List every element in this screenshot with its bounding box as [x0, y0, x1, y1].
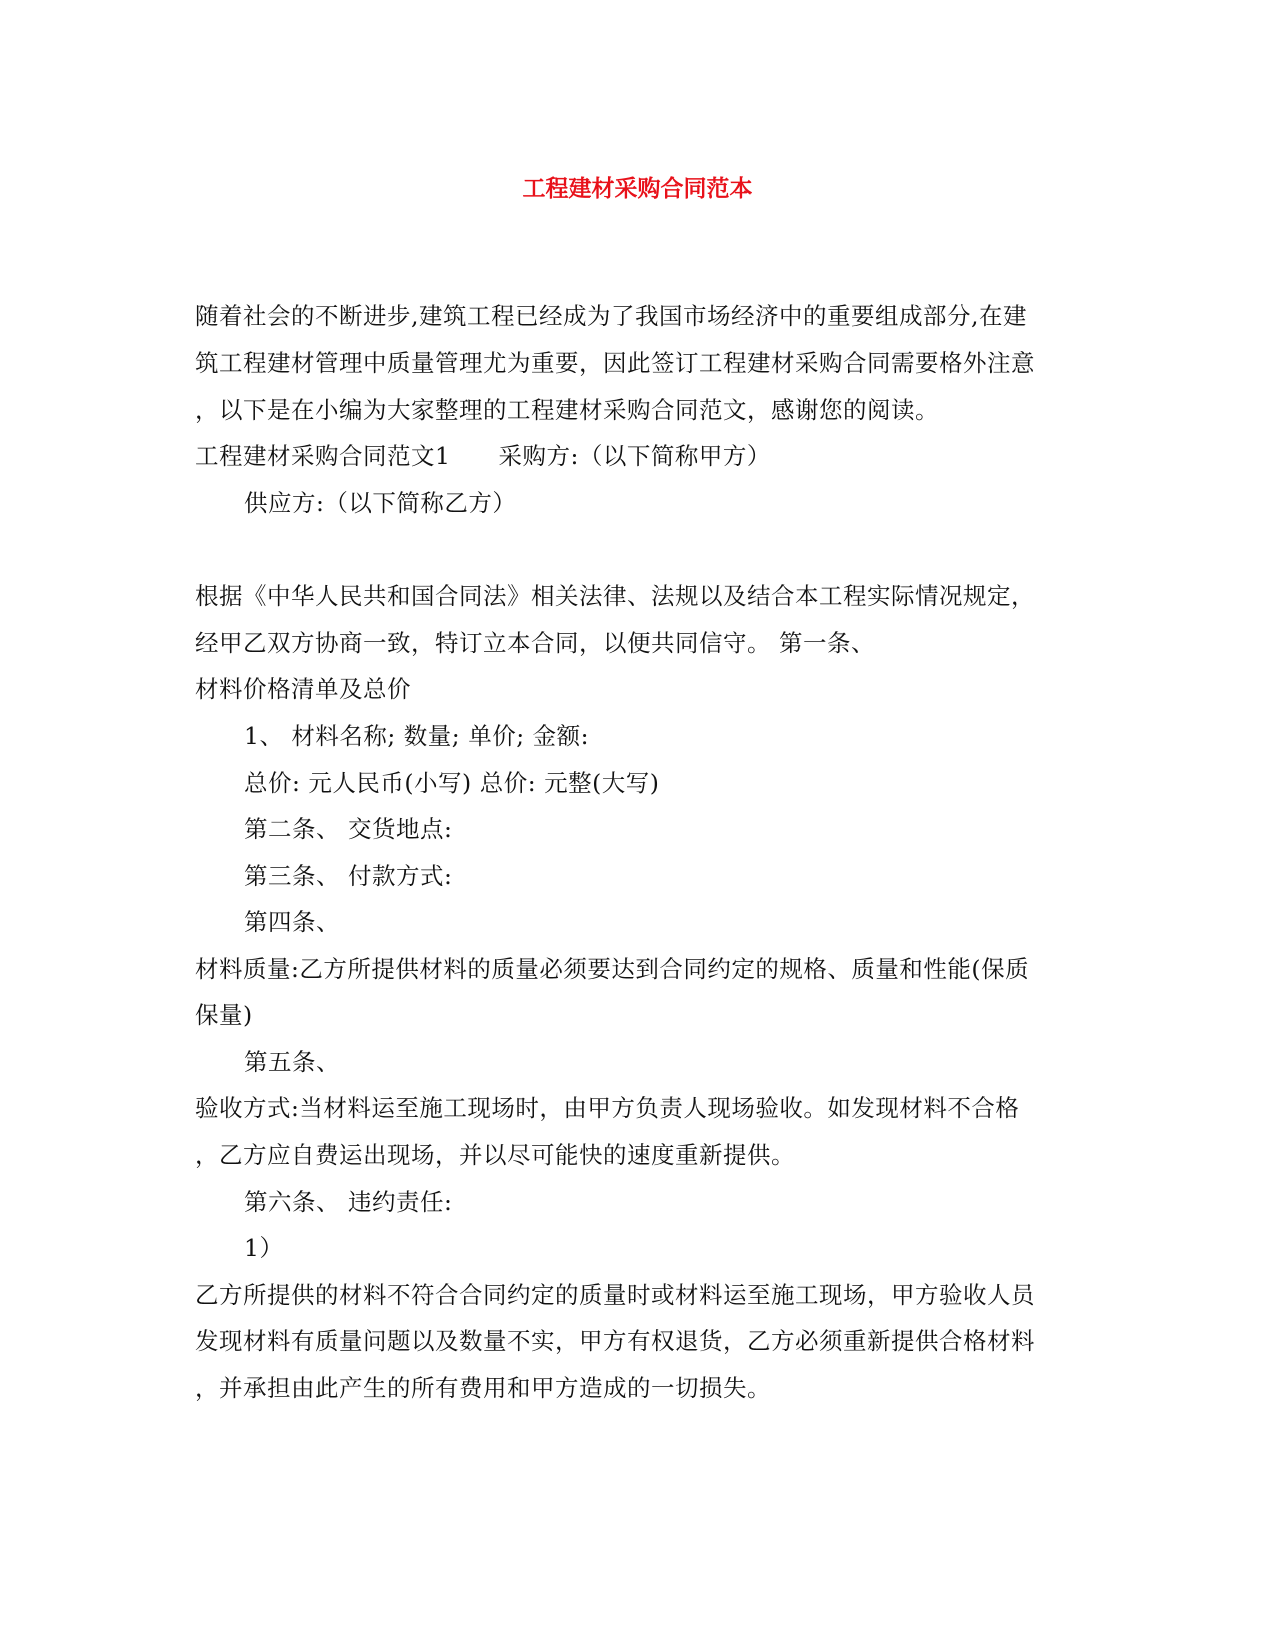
- article1-item1: 1、 材料名称; 数量; 单价; 金额:: [244, 722, 590, 750]
- intro-line-2: 筑工程建材管理中质量管理尤为重要，因此签订工程建材采购合同需要格外注意: [195, 349, 1035, 377]
- article1-title: 材料价格清单及总价: [195, 675, 411, 703]
- supplier-label: 供应方:（以下简称乙方）: [244, 489, 517, 517]
- article1-total: 总价: 元人民币(小写) 总价: 元整(大写): [244, 769, 660, 797]
- buyer-label: 采购方:（以下简称甲方）: [498, 442, 771, 470]
- article6-line-3: ，并承担由此产生的所有费用和甲方造成的一切损失。: [195, 1374, 771, 1402]
- article4-line-1: 材料质量:乙方所提供材料的质量必须要达到合同约定的规格、质量和性能(保质: [195, 955, 1030, 983]
- document-title: 工程建材采购合同范本: [522, 175, 753, 202]
- article3: 第三条、 付款方式:: [244, 862, 453, 890]
- preamble-line-2: 经甲乙双方协商一致，特订立本合同，以便共同信守。 第一条、: [195, 629, 875, 657]
- article4-heading: 第四条、: [244, 908, 340, 936]
- article6-line-2: 发现材料有质量问题以及数量不实，甲方有权退货，乙方必须重新提供合格材料: [195, 1327, 1035, 1355]
- article2: 第二条、 交货地点:: [244, 815, 453, 843]
- article6-item1-label: 1）: [244, 1234, 284, 1262]
- article6-line-1: 乙方所提供的材料不符合合同约定的质量时或材料运至施工现场，甲方验收人员: [195, 1281, 1035, 1309]
- article5-line-2: ，乙方应自费运出现场，并以尽可能快的速度重新提供。: [195, 1141, 795, 1169]
- article4-line-2: 保量): [195, 1001, 253, 1029]
- article5-heading: 第五条、: [244, 1048, 340, 1076]
- sample-heading: 工程建材采购合同范文1: [195, 442, 451, 470]
- intro-line-1: 随着社会的不断进步,建筑工程已经成为了我国市场经济中的重要组成部分,在建: [195, 302, 1027, 330]
- article5-line-1: 验收方式:当材料运至施工现场时，由甲方负责人现场验收。如发现材料不合格: [195, 1094, 1020, 1122]
- preamble-line-1: 根据《中华人民共和国合同法》相关法律、法规以及结合本工程实际情况规定，: [195, 582, 1035, 610]
- sample-heading-line: [195, 440, 771, 472]
- article6-heading: 第六条、 违约责任:: [244, 1188, 453, 1216]
- intro-line-3: ，以下是在小编为大家整理的工程建材采购合同范文，感谢您的阅读。: [195, 396, 939, 424]
